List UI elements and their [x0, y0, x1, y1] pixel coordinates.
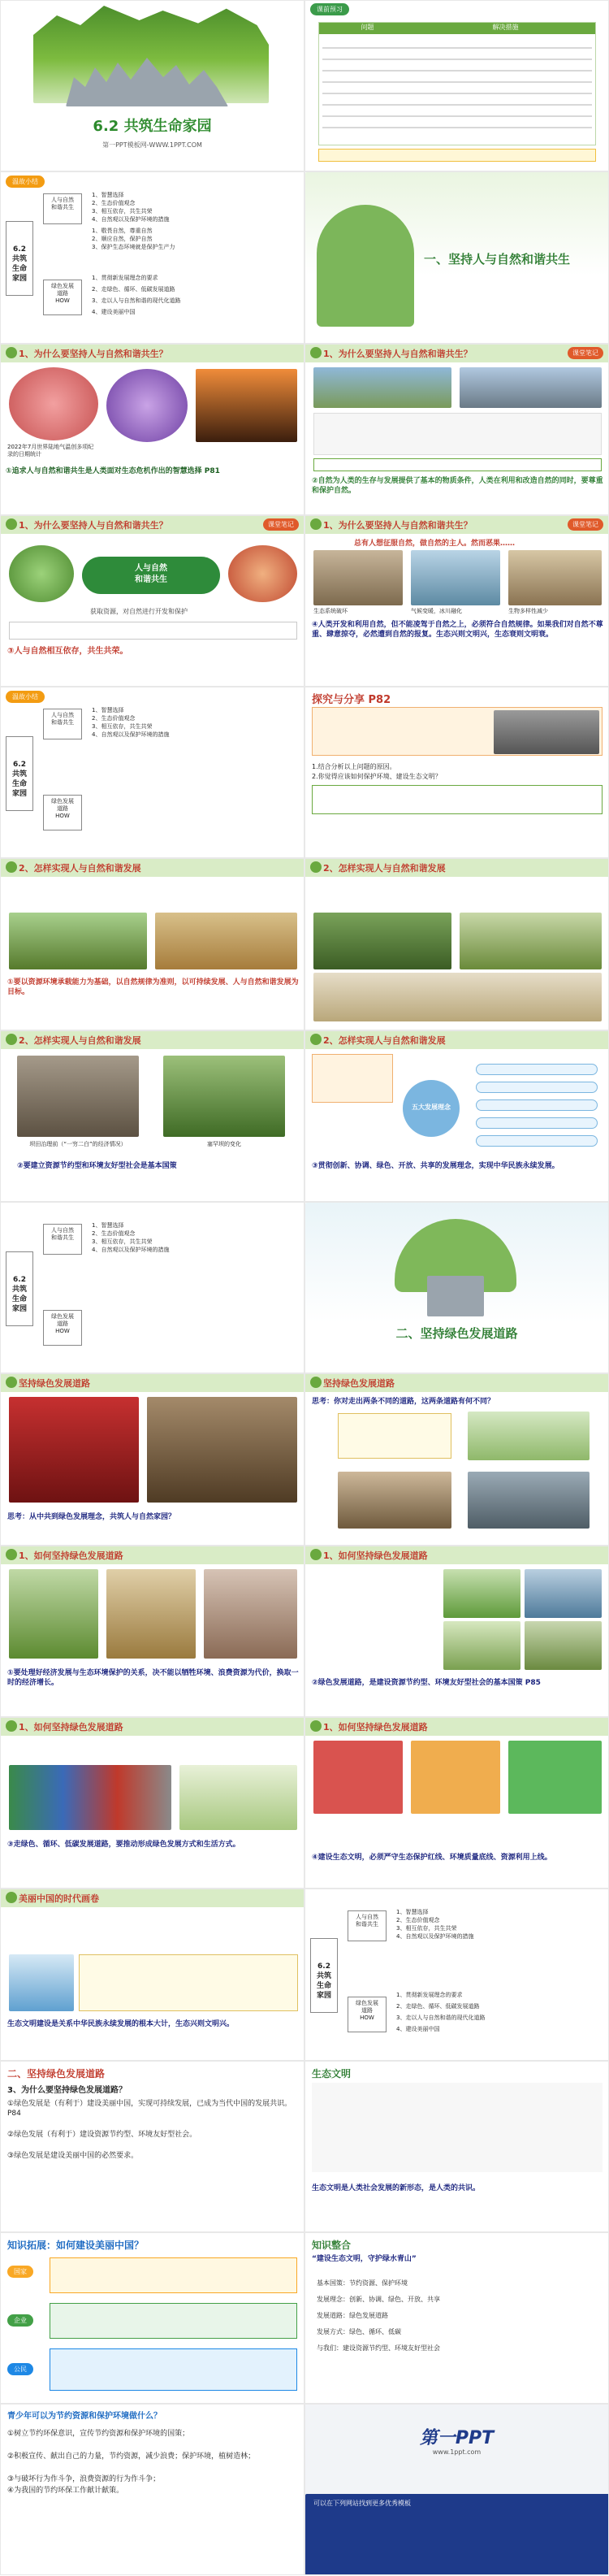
- slide-27: [0, 2232, 304, 2404]
- rail-image: [443, 1621, 520, 1670]
- smog-image: [494, 710, 599, 754]
- mindmap-branch-green: 绿色发展 道路 HOW: [43, 1310, 82, 1346]
- question: 3、为什么要坚持绿色发展道路？: [7, 2085, 127, 2095]
- mindmap-item: 3、相互依存，共生共荣: [92, 723, 153, 731]
- answer-text: ③人与自然相互依存，共生共荣。: [7, 646, 128, 656]
- slide-cover: [0, 0, 304, 171]
- summary-item: 与我们：建设资源节约型、环境友好型社会: [317, 2344, 440, 2352]
- heatmap-caption: 2022年7月世界陆地气温创多项纪录的日期统计: [7, 443, 94, 458]
- cover-site: 第一PPT模板网-WWW.1PPT.COM: [102, 141, 202, 149]
- slide-header: 1、为什么要坚持人与自然和谐共生？: [323, 519, 473, 531]
- slide-title: 知识拓展：如何建设美丽中国？: [7, 2239, 145, 2251]
- section1-title: 一、坚持人与自然和谐共生: [424, 252, 571, 267]
- ecosystem-image: [313, 550, 403, 605]
- note-box: [338, 1413, 451, 1459]
- slide-header: 1、如何坚持绿色发展道路: [323, 1721, 428, 1733]
- scene-image-2: [106, 1569, 196, 1659]
- road-image-3: [468, 1472, 590, 1529]
- slide-22: [304, 1717, 609, 1889]
- panel-title: 可以在下列网站找到更多优秀模板: [313, 2500, 411, 2508]
- slide-mindmap-1: [0, 171, 304, 343]
- answer-text: 生态文明建设是关系中华民族永续发展的根本大计，生态兴则文明兴。: [7, 2020, 235, 2029]
- answer-text: 生态文明是人类社会发展的新形态，是人类的共识。: [312, 2184, 481, 2192]
- slide-20: [304, 1546, 609, 1717]
- note-badge: 课堂笔记: [568, 518, 603, 531]
- grassland-image: [9, 913, 147, 969]
- mindmap-root: 6.2 共筑 生命 家园: [6, 736, 33, 811]
- heat-map-image: [9, 367, 98, 440]
- slide-23: [0, 1889, 304, 2060]
- answer-1: ①绿色发展是（有利于）建设美丽中国，实现可持续发展，已成为当代中国的发展共识。P84: [7, 2099, 292, 2118]
- saihanba-image: [163, 1056, 285, 1137]
- note-badge: 课堂笔记: [568, 347, 603, 359]
- banner-text: 总有人想征服自然，做自然的主人。然而恶果……: [354, 539, 516, 548]
- mindmap-item: 4、建设美丽中国: [396, 2026, 440, 2033]
- slide-19: [0, 1546, 304, 1717]
- slide-header: 1、为什么要坚持人与自然和谐共生？: [19, 348, 168, 359]
- slide-13: [0, 1030, 304, 1202]
- earth-damage-image: [228, 545, 297, 602]
- slide-header: 1、为什么要坚持人与自然和谐共生？: [19, 519, 168, 531]
- lead-text: “建设生态文明，守护绿水青山”: [312, 2254, 417, 2263]
- mindmap-item: 1、智慧选择: [92, 707, 124, 714]
- wildfire-image: [196, 369, 297, 442]
- answer-text: 思考：从中共到绿色发展理念，共筑人与自然家园？: [7, 1513, 176, 1522]
- green-life-image: [179, 1765, 297, 1830]
- baseline-card: [411, 1741, 500, 1814]
- solar-image: [525, 1569, 602, 1618]
- text-paragraph: [312, 880, 603, 909]
- summary-item: 发展理念：创新、协调、绿色、开放、共享: [317, 2295, 440, 2303]
- answer-text: ①要以资源环境承载能力为基础，以自然规律为准则，以可持续发展、人与自然和谐发展为目标。: [7, 978, 299, 997]
- resource-label: 获取资源，对自然进行开发和保护: [90, 607, 188, 615]
- slide-explore: [304, 687, 609, 858]
- biodiversity-image: [508, 550, 602, 605]
- explore-q1: 1.结合分析以上问题的原因。: [312, 763, 396, 771]
- caption-3: 生物多样性减少: [508, 607, 548, 614]
- caption-1: 生态系统破坏: [313, 607, 348, 614]
- road-image-1: [468, 1412, 590, 1460]
- virus-image: [106, 369, 188, 442]
- list-item: ①树立节约环保意识，宣传节约资源和保护环境的国策；: [7, 2430, 190, 2439]
- section2-title: 二、坚持绿色发展道路: [395, 1326, 518, 1342]
- farmland-image: [313, 973, 602, 1021]
- list-item: ②积极宣传、献出自己的力量，节约资源，减少浪费；保护环境，植树造林；: [7, 2452, 256, 2461]
- mindmap-item: 4、自然观以及保护环境的措施: [92, 1247, 170, 1254]
- review-note: [318, 149, 596, 162]
- explore-answer-box: [312, 785, 603, 814]
- slide-section-1: [304, 171, 609, 343]
- slide-title: 生态文明: [312, 2067, 352, 2079]
- wind-image: [443, 1569, 520, 1618]
- slide-21: [0, 1717, 304, 1889]
- slide-header: 1、如何坚持绿色发展道路: [19, 1721, 123, 1733]
- scene-image-3: [204, 1569, 297, 1659]
- row-label-country: 国家: [7, 2266, 33, 2278]
- slide-28: [304, 2232, 609, 2404]
- summary-item: 发展方式：绿色、循环、低碳: [317, 2327, 401, 2335]
- brand-logo: 第一PPT: [419, 2428, 495, 2449]
- mindmap-item: 3、相互依存，共生共荣: [92, 208, 153, 215]
- slide-6: [304, 344, 609, 515]
- redline-card: [313, 1741, 403, 1814]
- harmony-center: 人与自然 和谐共生: [135, 563, 167, 584]
- text-paragraph: [312, 1568, 434, 1657]
- note-badge: 课堂笔记: [263, 518, 299, 531]
- slide-17: [0, 1373, 304, 1545]
- think-question: 思考：你对走出两条不同的道路，这两条道路有何不同？: [312, 1398, 495, 1407]
- mindmap-root: 6.2 共筑 生命 家园: [6, 221, 33, 296]
- sand-image: [17, 1056, 139, 1137]
- quarry-image: [147, 1397, 297, 1503]
- road-image-2: [338, 1472, 451, 1529]
- review-header: 课前预习: [310, 3, 349, 15]
- quote-box: [312, 1054, 393, 1103]
- concept-center: 五大发展理念: [412, 1103, 451, 1111]
- caption-2: 气候变暖，冰川融化: [411, 607, 462, 614]
- leaf-illustration: [317, 205, 414, 327]
- mindmap-label: 温故小结: [6, 691, 45, 703]
- mindmap-item: 1、贯彻新发展理念的要求: [92, 275, 158, 282]
- mindmap-root: 6.2 共筑 生命 家园: [6, 1251, 33, 1326]
- review-col2: 解决措施: [492, 24, 519, 31]
- slide-mindmap-4: [304, 1889, 609, 2060]
- mindmap-item: 4、自然观以及保护环境的措施: [92, 731, 170, 739]
- answer-text: ④人类开发和利用自然，但不能凌驾于自然之上，必须符合自然规律。如果我们对自然不尊重、肆意掠夺，必然遭到自然的报复。生态兴则文明兴，生态衰则文明衰。: [312, 620, 603, 639]
- slide-header: 坚持绿色发展道路: [19, 1378, 90, 1390]
- mindmap-item: 2、生态价值观念: [396, 1917, 440, 1924]
- answer-text: ③贯彻创新、协调、绿色、开放、共享的发展理念，实现中华民族永续发展。: [312, 1161, 559, 1170]
- slide-header: 2、怎样实现人与自然和谐发展: [19, 863, 141, 874]
- mindmap-item: 1、智慧选择: [92, 192, 124, 199]
- desert-image: [155, 913, 297, 969]
- mindmap-branch-green: 绿色发展 道路 HOW: [43, 280, 82, 315]
- citizen-box: [50, 2348, 297, 2391]
- text-paragraph: [7, 1739, 298, 1762]
- slide-title: 知识整合: [312, 2239, 352, 2251]
- slide-25: [0, 2061, 304, 2232]
- text-box: [9, 622, 297, 640]
- mindmap-item: 4、建设美丽中国: [92, 309, 136, 316]
- slide-header: 1、为什么要坚持人与自然和谐共生？: [323, 348, 473, 359]
- mindmap-item: 4、自然观以及保护环境的措施: [396, 1933, 474, 1941]
- caption-2: 塞罕坝的变化: [207, 1140, 241, 1147]
- upperline-card: [508, 1741, 602, 1814]
- answer-text: ②要建立资源节约型和环境友好型社会是基本国策: [17, 1161, 177, 1170]
- answer-2: ②绿色发展（有利于）建设资源节约型、环境友好型社会。: [7, 2130, 197, 2139]
- list-item: ③与破坏行为作斗争，浪费资源的行为作斗争；: [7, 2475, 161, 2484]
- slide-header: 2、怎样实现人与自然和谐发展: [19, 1034, 141, 1046]
- mindmap-root: 6.2 共筑 生命 家园: [310, 1938, 338, 2013]
- mindmap-item: 3、走以人与自然和谐的现代化道路: [396, 2014, 486, 2022]
- review-col1: 问题: [361, 24, 374, 31]
- glacier-image: [411, 550, 500, 605]
- slide-7: [0, 515, 304, 687]
- answer-text: ④建设生态文明，必须严守生态保护红线、环境质量底线、资源利用上线。: [312, 1853, 552, 1862]
- slide-title: 青少年可以为节约资源和保护环境做什么？: [7, 2412, 162, 2422]
- slide-18: [304, 1373, 609, 1545]
- mindmap-item: 3、保护生态环境就是保护生产力: [92, 244, 175, 251]
- nature-image: [313, 367, 451, 408]
- country-box: [50, 2257, 297, 2293]
- speech-image: [9, 1397, 139, 1503]
- answer-3: ③绿色发展是建设美丽中国的必然要求。: [7, 2151, 139, 2160]
- answer-text: ②自然为人类的生存与发展提供了基本的物质条件，人类在利用和改造自然的同时，要尊重和保护自然。: [312, 476, 603, 495]
- mindmap-item: 2、生态价值观念: [92, 715, 136, 722]
- recycle-bins-image: [9, 1765, 171, 1830]
- slide-review: [304, 0, 609, 171]
- slide-header: 2、怎样实现人与自然和谐发展: [323, 1034, 446, 1046]
- row-label-company: 企业: [7, 2314, 33, 2327]
- mindmap-label: 温故小结: [6, 176, 45, 188]
- text-paragraph: [7, 1910, 298, 1951]
- mindmap-item: 3、相互依存，共生共荣: [92, 1238, 153, 1246]
- mindmap-item: 3、相互依存，共生共荣: [396, 1925, 457, 1932]
- list-item: ④为我国的节约环保工作献计献策。: [7, 2487, 124, 2496]
- company-box: [50, 2303, 297, 2339]
- review-table: [318, 22, 596, 145]
- summary-item: 发展道路：绿色发展道路: [317, 2311, 388, 2319]
- summary-item: 基本国策：节约资源、保护环境: [317, 2279, 408, 2287]
- slide-12: [304, 858, 609, 1030]
- slide-section-2: [304, 1202, 609, 1373]
- slide-30: [304, 2404, 609, 2575]
- text-paragraph: [313, 1819, 602, 1846]
- slide-title: 二、坚持绿色发展道路: [7, 2067, 106, 2079]
- scene-image-1: [9, 1569, 98, 1659]
- answer-text: ②绿色发展道路，是建设资源节约型、环境友好型社会的基本国策 P85: [312, 1678, 541, 1687]
- slide-header: 美丽中国的时代画卷: [19, 1893, 99, 1905]
- slide-29: [0, 2404, 304, 2575]
- text-box: [313, 413, 602, 455]
- quote-box: [79, 1954, 298, 2011]
- explore-title: 探究与分享 P82: [312, 694, 391, 707]
- slide-header: 1、如何坚持绿色发展道路: [323, 1550, 428, 1561]
- slide-header: 坚持绿色发展道路: [323, 1378, 395, 1390]
- slide-mindmap-2: [0, 687, 304, 858]
- text-paragraph: [7, 880, 153, 909]
- field-image: [460, 913, 602, 969]
- slide-header: 2、怎样实现人与自然和谐发展: [323, 863, 446, 874]
- mindmap-item: 2、生态价值观念: [92, 1230, 136, 1238]
- bridge-image: [460, 367, 602, 408]
- slide-14: [304, 1030, 609, 1202]
- mindmap-item: 4、自然观以及保护环境的措施: [92, 216, 170, 223]
- slide-5: [0, 344, 304, 515]
- globe-image: [9, 545, 74, 602]
- building-illustration: [427, 1276, 484, 1316]
- answer-text: ①追求人与自然和谐共生是人类面对生态危机作出的智慧选择 P81: [6, 466, 300, 476]
- mindmap-item: 2、顺应自然，保护自然: [92, 236, 153, 243]
- slide-header: 1、如何坚持绿色发展道路: [19, 1550, 123, 1561]
- beautiful-china-image: [9, 1954, 74, 2011]
- mindmap-item: 2、走绿色、循环、低碳发展道路: [92, 286, 175, 293]
- slide-26: [304, 2061, 609, 2232]
- mindmap-item: 1、智慧选择: [92, 1222, 124, 1229]
- mindmap-item: 3、走以人与自然和谐的现代化道路: [92, 297, 181, 305]
- caption-1: 坝田治理前（“一穷二白”的经济情况）: [29, 1140, 127, 1147]
- mindmap-branch-harmony: 人与自然 和谐共生: [348, 1910, 387, 1941]
- question-box: [313, 458, 602, 471]
- forest-image: [313, 913, 451, 969]
- mindmap-item: 1、敬畏自然，尊重自然: [92, 228, 153, 235]
- mindmap-item: 2、走绿色、循环、低碳发展道路: [396, 2003, 480, 2010]
- mindmap-branch-green: 绿色发展 道路 HOW: [43, 795, 82, 830]
- mindmap-branch-harmony: 人与自然 和谐共生: [43, 709, 82, 739]
- park-image: [525, 1621, 602, 1670]
- mindmap-branch-harmony: 人与自然 和谐共生: [43, 193, 82, 224]
- mindmap-item: 2、生态价值观念: [92, 200, 136, 207]
- mindmap-branch-green: 绿色发展 道路 HOW: [348, 1997, 387, 2032]
- slide-mindmap-3: [0, 1202, 304, 1373]
- explore-q2: 2.你觉得应该如何保护环境、建设生态文明？: [312, 773, 442, 781]
- row-label-citizen: 公民: [7, 2363, 33, 2375]
- slide-8: [304, 515, 609, 687]
- answer-text: ①要处理好经济发展与生态环境保护的关系，决不能以牺牲环境、浪费资源为代价，换取一时的经济增长。: [7, 1668, 299, 1687]
- answer-text: ③走绿色、循环、低碳发展道路，要推动形成绿色发展方式和生活方式。: [7, 1840, 240, 1849]
- mindmap-item: 1、智慧选择: [396, 1909, 429, 1916]
- mindmap-branch-harmony: 人与自然 和谐共生: [43, 1224, 82, 1255]
- slide-11: [0, 858, 304, 1030]
- mindmap-item: 1、贯彻新发展理念的要求: [396, 1992, 463, 1999]
- text-paragraph: [312, 2083, 603, 2172]
- cover-title: 6.2 共筑生命家园: [93, 118, 212, 135]
- brand-url: www.1ppt.com: [432, 2448, 482, 2457]
